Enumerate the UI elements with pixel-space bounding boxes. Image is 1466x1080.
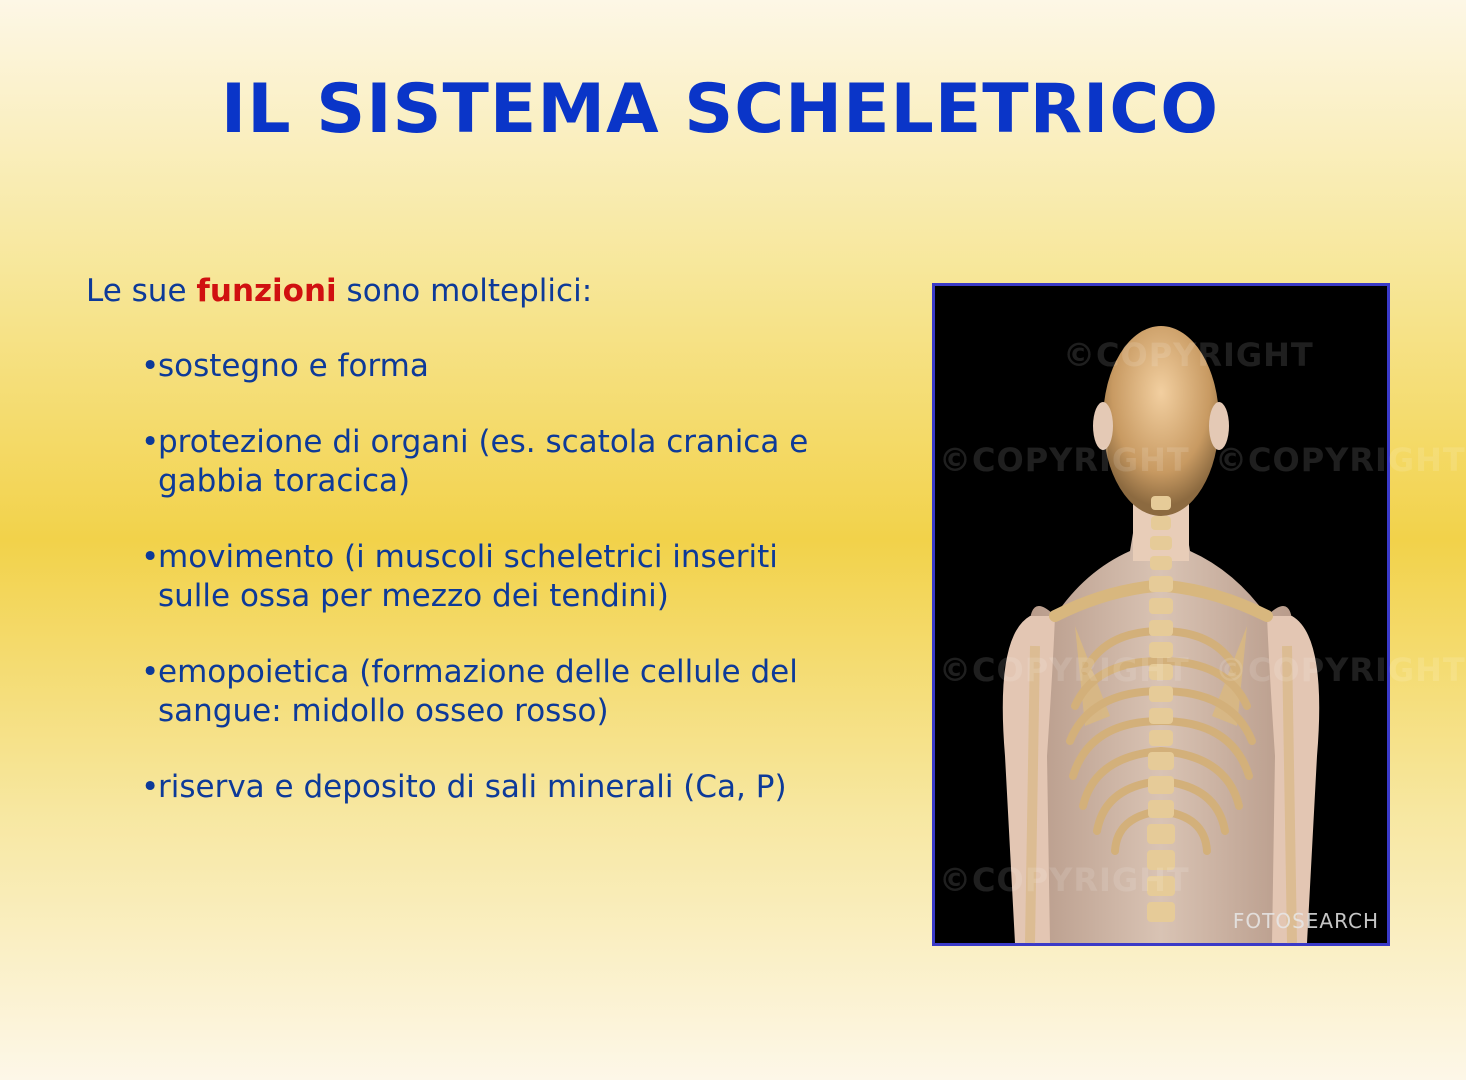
intro-before: Le sue: [86, 273, 197, 309]
list-item-line2: sangue: midollo osseo rosso): [158, 693, 609, 729]
intro-after: sono molteplici:: [336, 273, 593, 309]
list-item-line2: sulle ossa per mezzo dei tendini): [158, 578, 669, 614]
watermark-text: ©COPYRIGHT: [1215, 651, 1466, 689]
intro-text: [86, 272, 886, 311]
bullet-icon: •: [141, 654, 160, 690]
bullet-icon: •: [141, 348, 160, 384]
bullet-icon: •: [141, 424, 160, 460]
slide-title: IL SISTEMA SCHELETRICO: [220, 70, 1220, 149]
list-item-line1: protezione di organi (es. scatola cranica e: [158, 424, 809, 460]
list-item-line1: sostegno e forma: [158, 348, 429, 384]
image-credit: FOTOSEARCH: [1232, 909, 1379, 933]
list-item-line1: emopoietica (formazione delle cellule del: [158, 654, 798, 690]
list-item: [141, 538, 886, 616]
watermark-text: ©COPYRIGHT: [939, 441, 1190, 479]
function-list: [86, 347, 886, 807]
list-item: [141, 768, 886, 807]
list-item: [141, 347, 886, 386]
bullet-icon: •: [141, 539, 160, 575]
watermark-text: ©COPYRIGHT: [939, 861, 1190, 899]
list-item-line2: gabbia toracica): [158, 463, 411, 499]
watermark-text: ©COPYRIGHT: [1063, 336, 1314, 374]
list-item: [141, 653, 886, 731]
slide-body: [86, 272, 886, 844]
watermark-text: ©COPYRIGHT: [939, 651, 1190, 689]
bullet-icon: •: [141, 769, 160, 805]
watermark-text: ©COPYRIGHT: [1215, 441, 1466, 479]
list-item: [141, 423, 886, 501]
skeleton-image: [932, 283, 1466, 946]
list-item-line1: movimento (i muscoli scheletrici inseriti: [158, 539, 778, 575]
list-item-line1: riserva e deposito di sali minerali (Ca, P): [158, 769, 787, 805]
intro-highlight: funzioni: [196, 273, 337, 309]
skeleton-illustration: [935, 286, 1387, 943]
